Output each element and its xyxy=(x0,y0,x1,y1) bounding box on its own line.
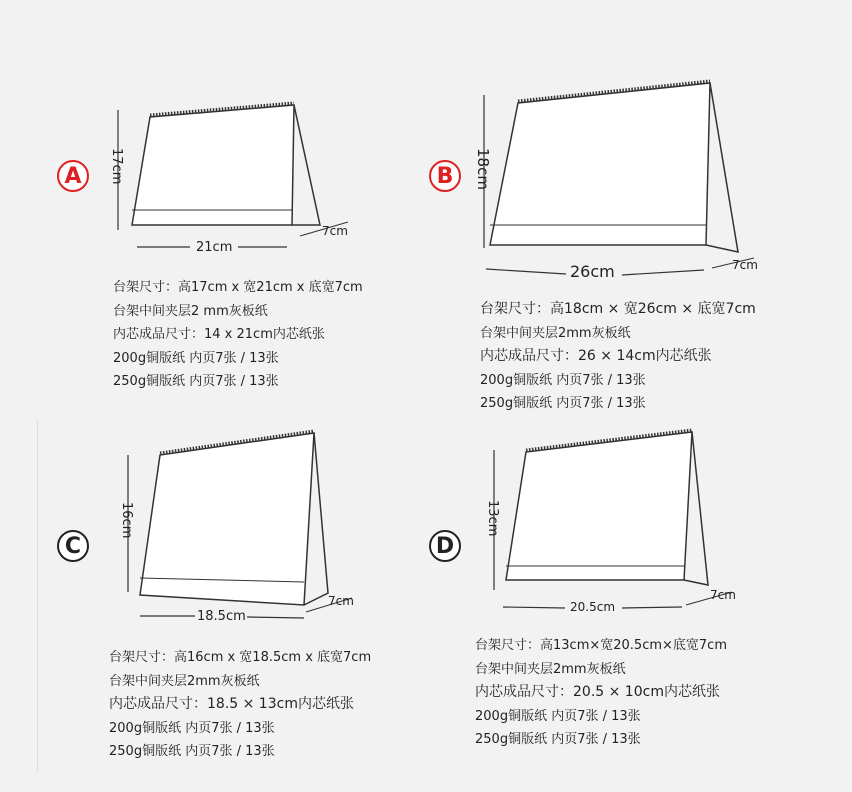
model-a-width-label: 21cm xyxy=(196,240,233,255)
model-c-badge xyxy=(57,530,89,562)
model-d-height-label: 13cm xyxy=(485,500,500,537)
spec-line: 内芯成品尺寸：20.5 × 10cm内芯纸张 xyxy=(475,684,720,700)
spec-line: 内芯成品尺寸：14 x 21cm内芯纸张 xyxy=(113,327,325,342)
spec-line: 250g铜版纸 内页7张 / 13张 xyxy=(475,732,641,747)
model-a-specs xyxy=(113,276,363,394)
spec-line: 200g铜版纸 内页7张 / 13张 xyxy=(480,372,646,388)
spec-line: 200g铜版纸 内页7张 / 13张 xyxy=(109,720,275,736)
model-b-depth-label: 7cm xyxy=(732,258,758,272)
spec-line: 内芯成品尺寸：26 × 14cm内芯纸张 xyxy=(480,348,712,364)
spec-line: 台架尺寸：高17cm x 宽21cm x 底宽7cm xyxy=(113,280,363,295)
model-a-badge xyxy=(57,160,89,192)
calendar-drawing-b xyxy=(484,81,754,275)
model-d-badge xyxy=(429,530,461,562)
spec-line: 250g铜版纸 内页7张 / 13张 xyxy=(480,396,646,411)
model-c-width-label: 18.5cm xyxy=(197,609,246,624)
model-d-specs xyxy=(475,634,727,752)
model-a-height-label: 17cm xyxy=(109,148,124,185)
model-b-specs xyxy=(480,298,756,416)
spec-line: 250g铜版纸 内页7张 / 13张 xyxy=(113,374,279,389)
spec-line: 250g铜版纸 内页7张 / 13张 xyxy=(109,744,275,759)
model-d-badge-label: D xyxy=(435,533,455,559)
spec-line: 内芯成品尺寸：18.5 × 13cm内芯纸张 xyxy=(109,696,354,712)
model-b-badge-label: B xyxy=(436,163,454,189)
calendar-drawing-a xyxy=(118,103,348,247)
spec-line: 200g铜版纸 内页7张 / 13张 xyxy=(475,708,641,724)
calendar-drawing-d xyxy=(494,430,732,608)
model-b-badge xyxy=(429,160,461,192)
spec-line: 台架中间夹层2mm灰板纸 xyxy=(475,661,626,677)
spec-line: 台架中间夹层2mm灰板纸 xyxy=(109,673,260,689)
model-c-specs xyxy=(109,646,371,764)
model-a-depth-label: 7cm xyxy=(322,224,348,238)
model-b-width-label: 26cm xyxy=(570,262,615,281)
spec-line: 台架尺寸：高16cm x 宽18.5cm x 底宽7cm xyxy=(109,650,372,665)
model-c-depth-label: 7cm xyxy=(328,594,354,608)
spec-line: 台架尺寸：高13cm×宽20.5cm×底宽7cm xyxy=(475,638,727,653)
spec-line: 台架中间夹层2mm灰板纸 xyxy=(480,325,631,341)
calendar-drawing-c xyxy=(128,431,352,618)
model-d-depth-label: 7cm xyxy=(710,588,736,602)
spec-line: 200g铜版纸 内页7张 / 13张 xyxy=(113,350,279,366)
model-c-height-label: 16cm xyxy=(119,502,134,539)
model-b-height-label: 18cm xyxy=(474,148,492,190)
model-c-badge-label: C xyxy=(64,533,82,559)
model-a-badge-label: A xyxy=(64,163,82,189)
spec-line: 台架尺寸：高18cm × 宽26cm × 底宽7cm xyxy=(480,301,756,317)
spec-line: 台架中间夹层2 mm灰板纸 xyxy=(113,303,268,319)
model-d-width-label: 20.5cm xyxy=(570,600,616,614)
